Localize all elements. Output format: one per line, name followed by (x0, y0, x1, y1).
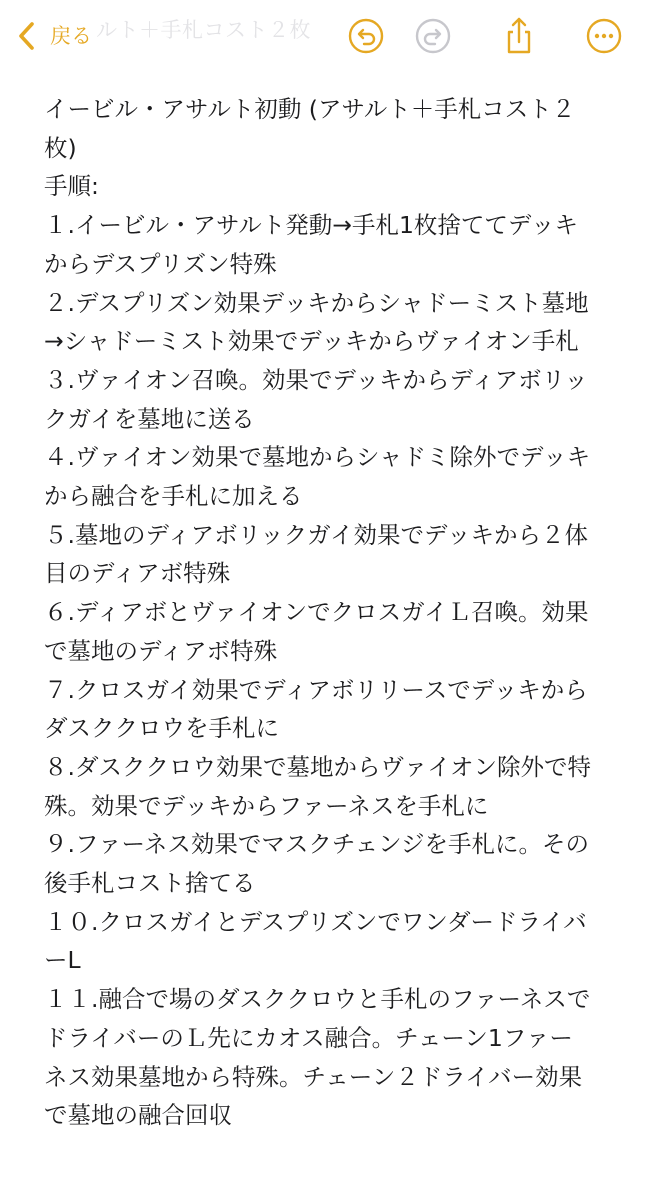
chevron-left-icon (14, 19, 40, 53)
note-line: ６.ディアボとヴァイオンでクロスガイＬ召喚。効果 (44, 598, 589, 627)
note-line: １１.融合で場のダスククロウと手札のファーネスで (44, 985, 591, 1014)
scrolled-title: ルト＋手札コスト２枚 (96, 18, 311, 42)
note-line: ２.デスプリズン効果デッキからシャドーミスト墓地 (44, 288, 589, 317)
note-line: からデスプリズン特殊 (44, 249, 277, 278)
note-line: １.イービル・アサルト発動→手札1枚捨ててデッキ (44, 211, 578, 240)
note-line: で墓地の融合回収 (44, 1101, 232, 1130)
note-line: 殊。効果でデッキからファーネスを手札に (44, 791, 489, 820)
note-body[interactable] (44, 90, 624, 1135)
note-line: ネス効果墓地から特殊。チェーン２ドライバー効果 (44, 1062, 583, 1091)
back-label: 戻る (50, 24, 92, 48)
note-line: ３.ヴァイオン召喚。効果でデッキからディアボリッ (44, 365, 588, 394)
note-line: →シャドーミスト効果でデッキからヴァイオン手札 (44, 327, 579, 356)
redo-icon (412, 15, 454, 57)
note-line: ４.ヴァイオン効果で墓地からシャドミ除外でデッキ (44, 443, 591, 472)
share-button[interactable] (498, 15, 540, 57)
note-line: 目のディアボ特殊 (44, 559, 231, 588)
note-line: ドライバーのＬ先にカオス融合。チェーン1ファー (44, 1023, 573, 1052)
note-line: 後手札コスト捨てる (44, 869, 256, 898)
back-button[interactable] (14, 16, 92, 56)
note-line: から融合を手札に加える (44, 482, 303, 511)
note-line: イービル・アサルト初動 (アサルト＋手札コスト２ (44, 95, 576, 123)
note-line: ９.ファーネス効果でマスクチェンジを手札に。その (44, 830, 590, 859)
note-line: 手順: (44, 172, 99, 201)
note-line: ーL (44, 946, 81, 975)
note-line: クガイを墓地に送る (44, 404, 255, 433)
notes-toolbar (0, 0, 654, 72)
more-button[interactable] (583, 15, 625, 57)
note-line: で墓地のディアボ特殊 (44, 636, 278, 665)
note-line: ７.クロスガイ効果でディアボリリースでデッキから (44, 675, 588, 704)
note-line: ８.ダスククロウ効果で墓地からヴァイオン除外で特 (44, 752, 592, 781)
share-icon (498, 15, 540, 57)
note-line: ５.墓地のディアボリックガイ効果でデッキから２体 (44, 520, 588, 549)
note-line: 枚) (44, 133, 77, 162)
note-line: ダスククロウを手札に (44, 714, 279, 743)
more-icon (583, 15, 625, 57)
redo-button[interactable] (412, 15, 454, 57)
note-line: １０.クロスガイとデスプリズンでワンダードライバ (44, 907, 587, 936)
undo-button[interactable] (345, 15, 387, 57)
undo-icon (345, 15, 387, 57)
